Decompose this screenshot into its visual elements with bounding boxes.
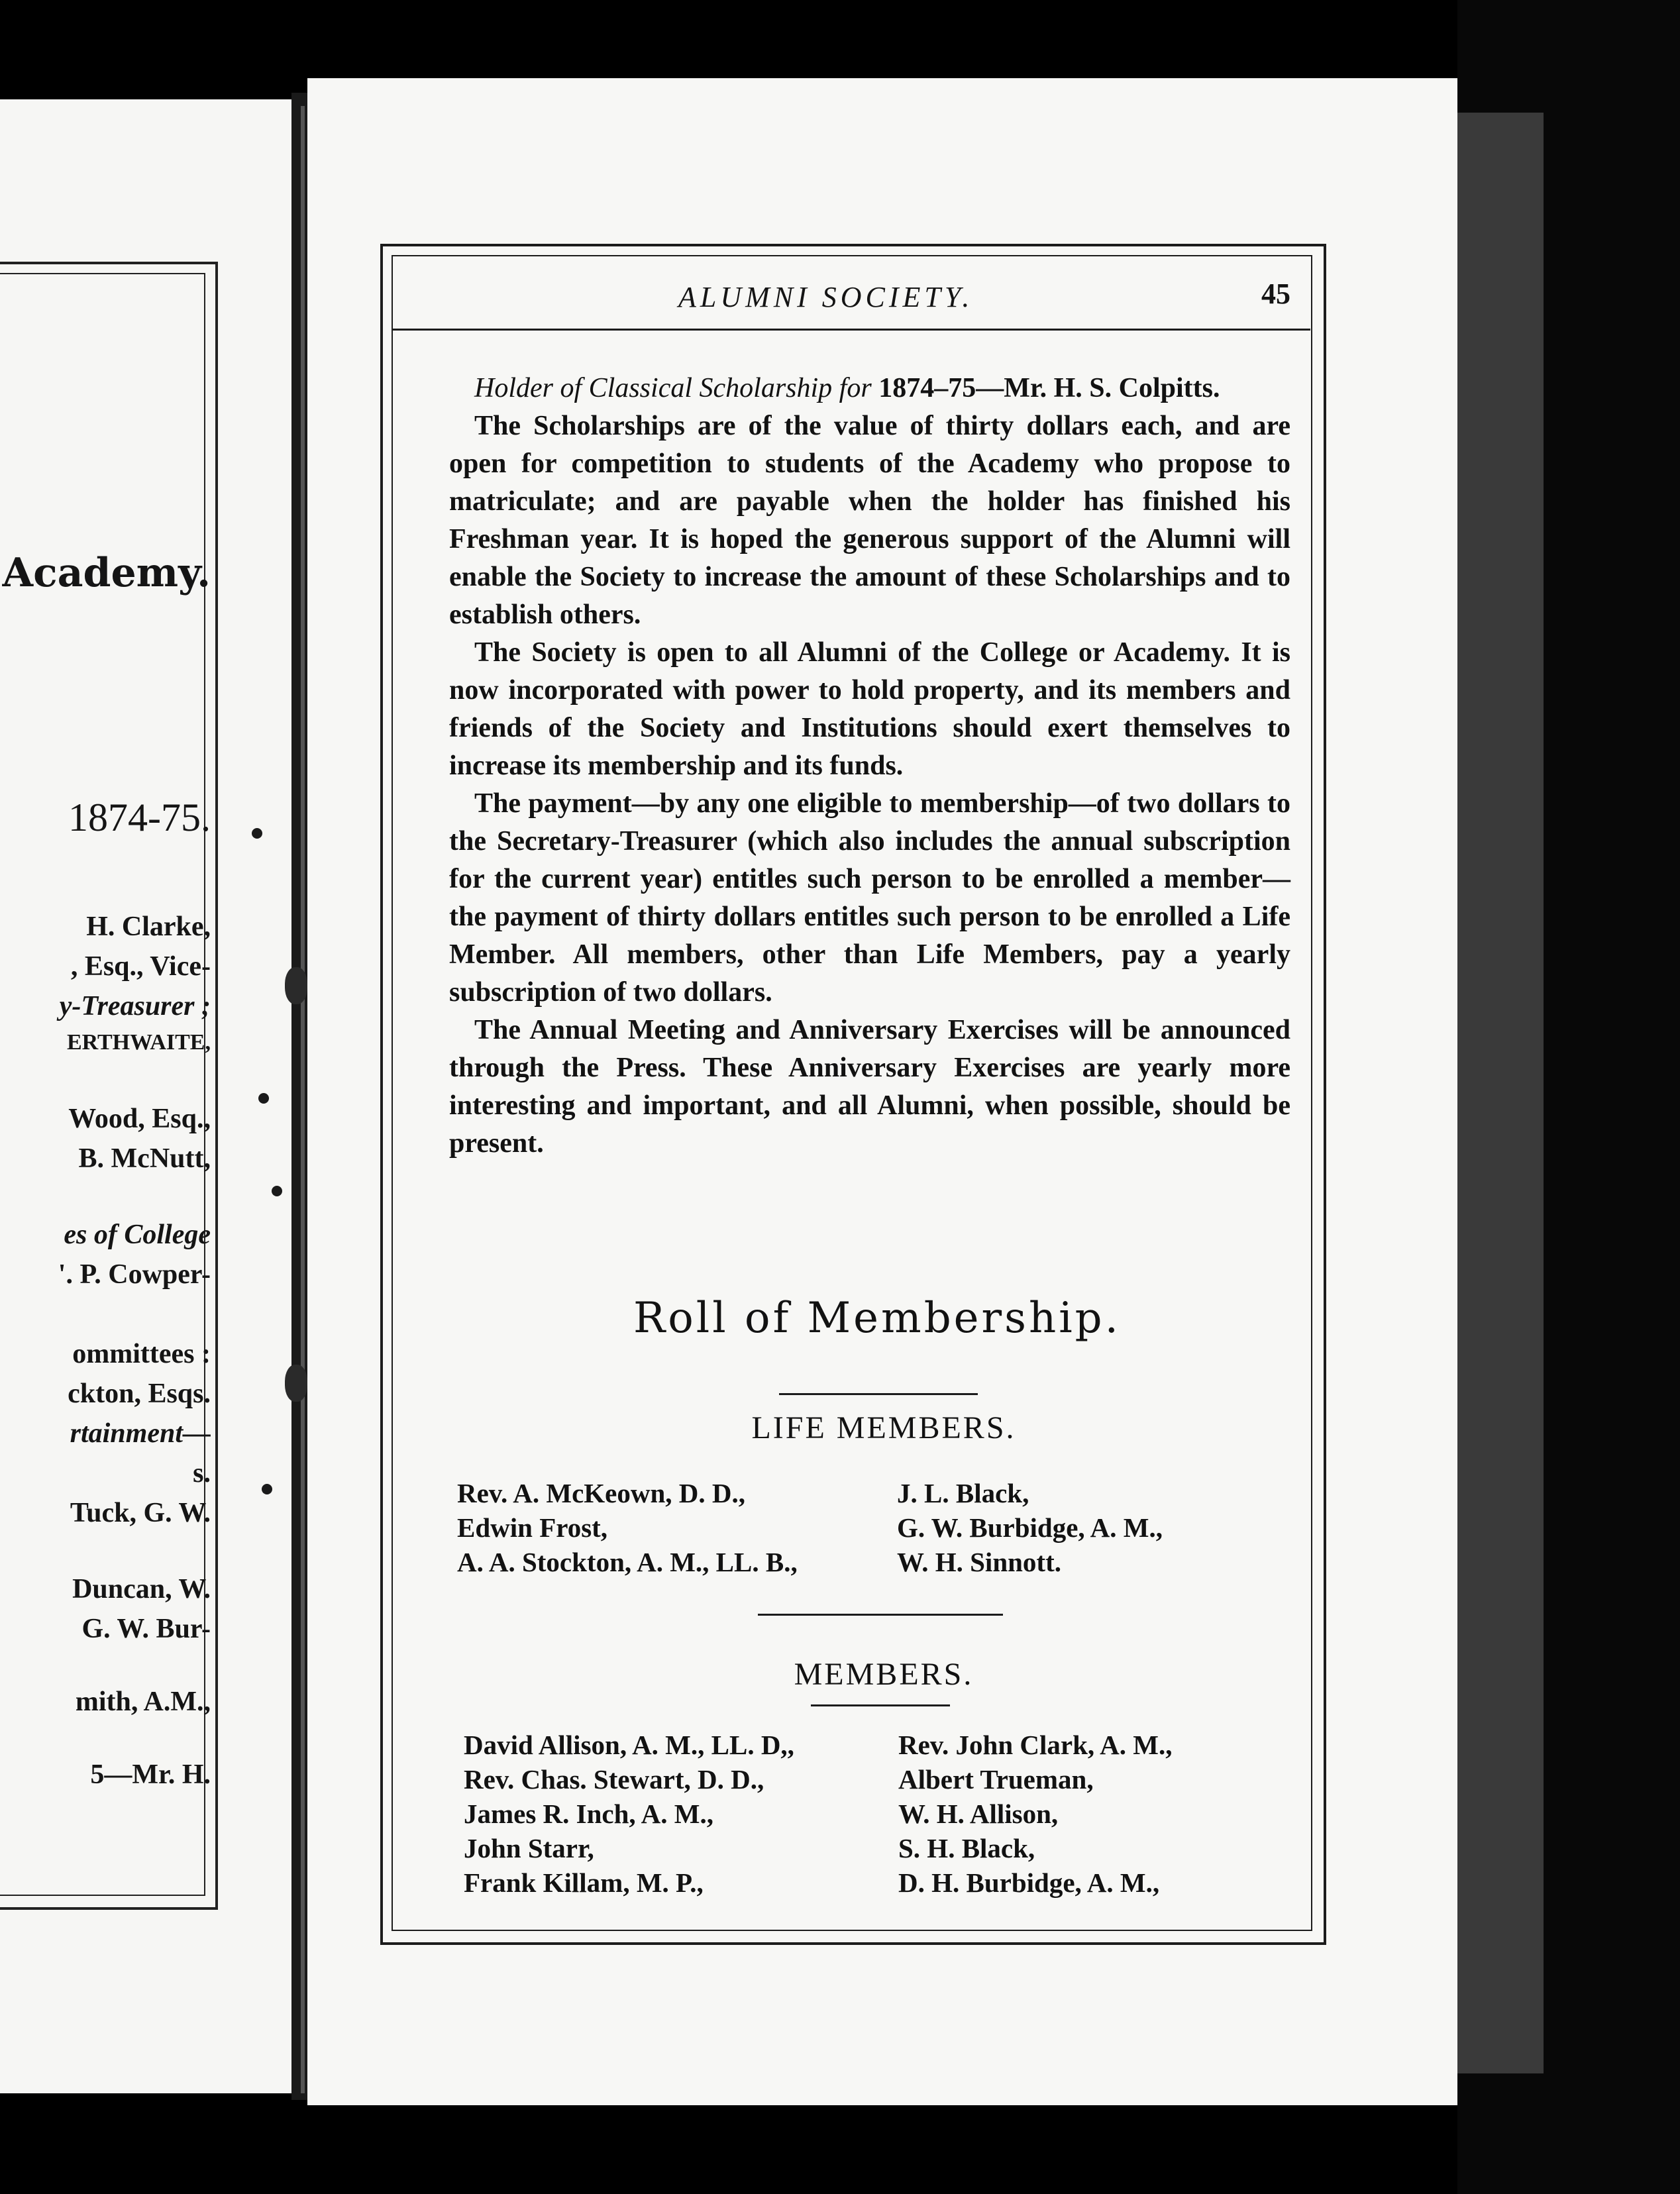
member-name: G. W. Burbidge, A. M., <box>897 1512 1163 1543</box>
left-line: , Esq., Vice- <box>70 951 211 982</box>
member-name: Rev. Chas. Stewart, D. D., <box>464 1764 764 1795</box>
member-name: Edwin Frost, <box>457 1512 608 1543</box>
binding-thread-mark <box>285 967 307 1004</box>
member-name: John Starr, <box>464 1833 594 1863</box>
member-name: Frank Killam, M. P., <box>464 1867 704 1898</box>
member-name: Rev. A. McKeown, D. D., <box>457 1478 746 1508</box>
left-line: 1874-75. <box>68 796 211 839</box>
paragraph: The Annual Meeting and Anniversary Exercises will be announced through the Press. These Anniversary Exercises are yearly more interesting and important, and all Alumni, when possible, should be present. <box>449 1015 1290 1159</box>
sewing-hole-mark <box>272 1186 282 1196</box>
roll-title: Roll of Membership. <box>633 1294 1121 1343</box>
book-gutter <box>291 93 307 2100</box>
paragraph: The Society is open to all Alumni of the College or Academy. It is now incorporated with power to hold property, and its members and friends of the Society and Institutions should exert themselves to increase its membership and its funds. <box>449 637 1290 781</box>
left-line: ommittees : <box>72 1339 211 1369</box>
sewing-hole-mark <box>258 1093 269 1104</box>
running-head: ALUMNI SOCIETY. <box>678 281 974 313</box>
left-line: '. P. Cowper- <box>58 1259 211 1290</box>
member-name: David Allison, A. M., LL. D,, <box>464 1730 794 1760</box>
members-left-column <box>464 1728 794 1900</box>
binding-thread-mark <box>285 1365 307 1402</box>
left-line: Academy. <box>2 550 211 596</box>
left-line: y-Treasurer ; <box>59 991 211 1021</box>
left-line: G. W. Bur- <box>81 1614 211 1644</box>
members-right-column <box>898 1728 1172 1900</box>
header-rule <box>392 329 1310 331</box>
life-members-right-column <box>897 1476 1163 1579</box>
left-line: es of College <box>64 1220 211 1250</box>
sewing-hole-mark <box>262 1484 272 1494</box>
member-name: J. L. Black, <box>897 1478 1029 1508</box>
left-line: ckton, Esqs. <box>68 1379 211 1409</box>
member-name: Rev. John Clark, A. M., <box>898 1730 1173 1760</box>
divider-rule <box>779 1393 978 1395</box>
left-page-frame-inner <box>0 273 205 1896</box>
members-heading: MEMBERS. <box>794 1657 974 1692</box>
left-line: Duncan, W. <box>72 1574 211 1604</box>
scholarship-holder: 1874–75—Mr. H. S. Colpitts. <box>878 373 1220 403</box>
paragraph: The payment—by any one eligible to membership—of two dollars to the Secretary-Treasurer (which also includes the annual subscription for the current year) entitles such person to be enrolled a member—the payment of thirty dollars entitles such person to be enrolled a Life Member. All members, other than Life Members, pay a yearly subscription of two dollars. <box>449 788 1290 1008</box>
page-edge-shadow <box>1457 113 1544 2073</box>
scholarship-label: Holder of Classical Scholarship for <box>474 373 872 403</box>
left-line: B. McNutt, <box>78 1143 211 1174</box>
member-name: S. H. Black, <box>898 1833 1035 1863</box>
left-line: Tuck, G. W. <box>70 1498 211 1528</box>
divider-rule <box>758 1614 1003 1616</box>
member-name: W. H. Allison, <box>898 1799 1059 1829</box>
left-line: rtainment— <box>70 1418 211 1449</box>
left-line: 5—Mr. H. <box>90 1759 211 1790</box>
member-name: A. A. Stockton, A. M., LL. B., <box>457 1547 798 1577</box>
member-name: D. H. Burbidge, A. M., <box>898 1867 1160 1898</box>
left-line: mith, A.M., <box>75 1687 211 1717</box>
paragraph-scholarship-holder <box>449 370 1290 407</box>
left-line: Wood, Esq., <box>68 1104 211 1134</box>
gutter-edge <box>301 106 305 2093</box>
life-members-left-column <box>457 1476 798 1579</box>
sewing-hole-mark <box>252 828 262 839</box>
page-number: 45 <box>1261 278 1290 310</box>
body-text <box>449 370 1290 1163</box>
right-page <box>307 78 1457 2105</box>
left-line: ERTHWAITE, <box>66 1030 211 1055</box>
left-line: H. Clarke, <box>86 912 211 942</box>
left-line: s. <box>193 1458 211 1489</box>
member-name: W. H. Sinnott. <box>897 1547 1061 1577</box>
life-members-heading: LIFE MEMBERS. <box>751 1410 1016 1445</box>
divider-rule <box>811 1704 950 1706</box>
paragraph: The Scholarships are of the value of thirty dollars each, and are open for competition to students of the Academy who propose to matriculate; and are payable when the holder has finished his Freshman year. It is hoped the generous support of the Alumni will enable the Society to increase the amount of these Scholarships and to establish others. <box>449 411 1290 630</box>
member-name: James R. Inch, A. M., <box>464 1799 713 1829</box>
left-page <box>0 99 291 2093</box>
member-name: Albert Trueman, <box>898 1764 1094 1795</box>
